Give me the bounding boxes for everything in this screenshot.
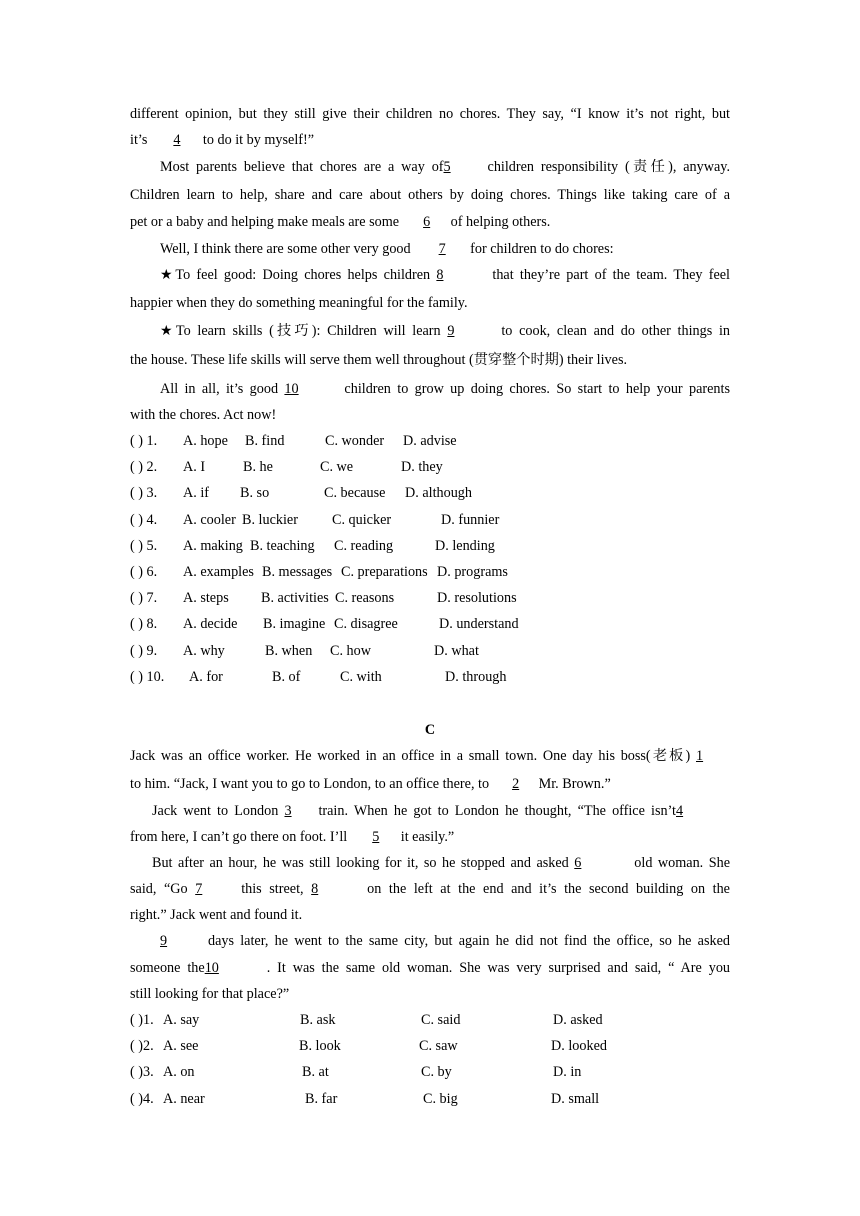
paragraph-line: But after an hour, he was still looking for it, so he stopped and asked 6 old woman. She — [152, 855, 730, 871]
option-a: A. for — [189, 668, 223, 685]
option-a: A. cooler — [183, 511, 236, 528]
option-b: B. so — [240, 485, 270, 502]
question-number: ( ) 1. — [130, 433, 158, 449]
option-d: D. small — [551, 1090, 600, 1107]
option-a: A. near — [163, 1090, 205, 1107]
blank-c7: 7 — [195, 881, 203, 897]
option-a: A. on — [163, 1064, 195, 1081]
option-a: A. I — [183, 459, 206, 476]
option-c: C. saw — [419, 1038, 458, 1055]
option-c: C. reasons — [335, 590, 395, 607]
blank-c10: 10 — [204, 960, 219, 976]
question-number: ( ) 2. — [130, 459, 158, 476]
option-c: C. said — [421, 1012, 461, 1028]
option-d: D. resolutions — [437, 590, 517, 607]
paragraph-line: with the chores. Act now! — [130, 407, 277, 423]
option-d: D. funnier — [441, 511, 500, 528]
paragraph-line: said, “Go 7 this street, 8 on the left at the end and it’s the second building on the — [130, 881, 730, 897]
paragraph-line: 9 days later, he went to the same city, but again he did not find the office, so he asked — [160, 933, 730, 949]
paragraph-line: Jack went to London 3 train. When he got to London he thought, “The office isn’t4 — [152, 801, 730, 821]
option-c: C. we — [320, 459, 354, 476]
blank-10: 10 — [284, 381, 299, 397]
paragraph-line: different opinion, but they still give their children no chores. They say, “I know it’s not right, but — [130, 106, 730, 122]
option-d: D. in — [553, 1064, 582, 1081]
option-d: D. looked — [551, 1038, 607, 1055]
question-number: ( ) 10. — [130, 668, 165, 685]
paragraph-line: ★To feel good: Doing chores helps children 8 that they’re part of the team. They feel — [160, 267, 730, 283]
paragraph-line: All in all, it’s good 10 children to grow up doing chores. So start to help your parents — [160, 381, 730, 397]
option-b: B. teaching — [250, 537, 315, 554]
option-c: C. with — [340, 668, 382, 685]
blank-c6: 6 — [574, 855, 582, 871]
blank-5: 5 — [443, 159, 451, 175]
question-number: ( ) 7. — [130, 590, 158, 607]
option-c: C. how — [330, 642, 371, 659]
option-a: A. examples — [183, 564, 254, 580]
option-c: C. big — [423, 1090, 458, 1107]
blank-c8: 8 — [311, 881, 319, 897]
paragraph-line: Well, I think there are some other very good 7 for children to do chores: — [160, 241, 614, 257]
question-number: ( )4. — [130, 1090, 154, 1107]
option-b: B. ask — [300, 1012, 336, 1028]
blank-8: 8 — [436, 267, 444, 283]
section-heading: C — [424, 722, 436, 738]
option-c: C. quicker — [332, 511, 392, 528]
paragraph-line: the house. These life skills will serve them well throughout (贯穿整个时期) their lives. — [130, 352, 628, 368]
paragraph-line: Children learn to help, share and care about others by doing chores. Things like taking care of a — [130, 187, 730, 203]
option-b: B. he — [243, 459, 273, 476]
option-b: B. when — [265, 642, 313, 659]
blank-c5: 5 — [372, 829, 380, 845]
option-d: D. advise — [403, 433, 457, 449]
blank-c1: 1 — [696, 748, 704, 764]
option-b: B. messages — [262, 564, 333, 580]
option-b: B. of — [272, 668, 301, 685]
option-d: D. understand — [439, 616, 519, 633]
option-d: D. although — [405, 485, 472, 502]
paragraph-line: right.” Jack went and found it. — [130, 907, 303, 923]
question-number: ( )3. — [130, 1064, 154, 1081]
option-d: D. through — [445, 668, 507, 685]
option-a: A. if — [183, 485, 210, 502]
question-number: ( )2. — [130, 1038, 154, 1055]
option-d: D. what — [434, 642, 479, 659]
blank-4: 4 — [173, 132, 181, 148]
blank-9: 9 — [447, 323, 455, 339]
paragraph-line: Most parents believe that chores are a way of5 children responsibility (责任), anyway. — [160, 159, 730, 175]
option-b: B. find — [245, 433, 285, 449]
paragraph-line: still looking for that place?” — [130, 986, 290, 1002]
question-number: ( )1. — [130, 1012, 154, 1028]
option-d: D. they — [401, 459, 443, 476]
option-a: A. decide — [183, 616, 238, 633]
option-d: D. programs — [437, 564, 508, 580]
question-number: ( ) 4. — [130, 511, 158, 528]
question-number: ( ) 5. — [130, 537, 158, 554]
question-number: ( ) 3. — [130, 485, 158, 502]
paragraph-line: someone the10 . It was the same old woman. She was very surprised and said, “ Are you — [130, 960, 731, 976]
option-b: B. luckier — [242, 511, 298, 528]
blank-c3: 3 — [284, 803, 292, 819]
blank-6: 6 — [423, 214, 431, 230]
paragraph-line: it’s 4 to do it by myself!” — [130, 132, 315, 148]
option-a: A. say — [163, 1012, 200, 1028]
option-c: C. by — [421, 1064, 452, 1081]
option-b: B. look — [299, 1038, 341, 1055]
question-number: ( ) 9. — [130, 642, 158, 659]
option-c: C. wonder — [325, 433, 385, 449]
option-c: C. reading — [334, 537, 394, 554]
option-b: B. activities — [261, 590, 329, 607]
paragraph-line: Jack was an office worker. He worked in an office in a small town. One day his boss(老板) 1 — [130, 746, 730, 766]
paragraph-line: from here, I can’t go there on foot. I’ll 5 it easily.” — [130, 829, 455, 845]
blank-c4: 4 — [676, 803, 684, 819]
option-a: A. making — [183, 537, 243, 554]
option-a: A. hope — [183, 433, 228, 449]
option-d: D. lending — [435, 537, 495, 554]
option-b: B. far — [305, 1090, 338, 1107]
option-a: A. see — [163, 1038, 199, 1055]
option-c: C. preparations — [341, 564, 428, 580]
paragraph-line: happier when they do something meaningful for the family. — [130, 295, 468, 311]
option-a: A. why — [183, 642, 225, 659]
option-d: D. asked — [553, 1012, 603, 1028]
paragraph-line: to him. “Jack, I want you to go to London, to an office there, to 2 Mr. Brown.” — [130, 776, 611, 792]
question-number: ( ) 6. — [130, 564, 158, 580]
question-number: ( ) 8. — [130, 616, 158, 633]
option-b: B. imagine — [263, 616, 326, 633]
paragraph-line: ★To learn skills (技巧): Children will learn 9 to cook, clean and do other things in — [160, 323, 730, 339]
blank-7: 7 — [438, 241, 446, 257]
option-a: A. steps — [183, 590, 229, 607]
paragraph-line: pet or a baby and helping make meals are some 6 of helping others. — [130, 214, 551, 230]
blank-c2: 2 — [512, 776, 520, 792]
option-c: C. disagree — [334, 616, 398, 633]
blank-c9: 9 — [160, 933, 168, 949]
option-c: C. because — [324, 485, 386, 502]
option-b: B. at — [302, 1064, 329, 1081]
